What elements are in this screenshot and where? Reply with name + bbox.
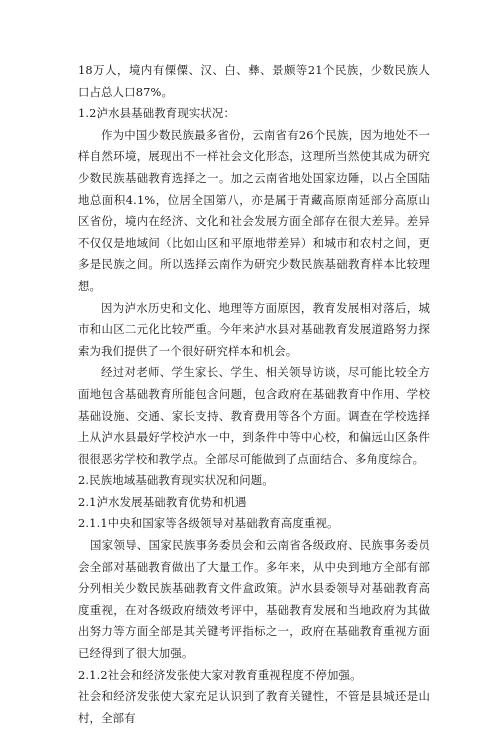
paragraph-population: 18万人，境内有傈僳、汉、白、彝、景颇等21个民族，少数民族人口占总人口87%。 <box>78 63 430 99</box>
section-heading-2: 2.民族地域基础教育现实状况和问题。 <box>78 473 274 488</box>
document-body <box>78 60 430 729</box>
paragraph-social-economic: 社会和经济发张使大家充足认识到了教育关键性，不管是县城还是山村，全部有 <box>78 689 430 725</box>
paragraph-yunnan-overview: 作为中国少数民族最多省份，云南省有26个民族，因为地处不一样自然环境，展现出不一样社会文化形态，这理所当然使其成为研究少数民族基础教育选择之一。加之云南省地处国家边陲，以占全国陆地总面积4.1%，位居全国第八，亦是属于青藏高原南延部分高原山区省份，境内在经济、文化和社会发展方面全部存在很大差异。差异不仅仅是地域间（比如山区和平原地带差异）和城市和农村之间，更多是民族之间。所以选择云南作为研究少数民族基础教育样本比较理想。 <box>78 127 430 293</box>
paragraph-lushui-history: 因为泸水历史和文化、地理等方面原因，教育发展相对落后，城市和山区二元化比较严重。今年来泸水县对基础教育发展道路努力探索为我们提供了一个很好研究样本和机会。 <box>78 300 430 358</box>
paragraph-interviews: 经过对老师、学生家长、学生、相关领导访谈，尽可能比较全方面地包含基础教育所能包含问题，包含政府在基础教育中作用、学校基础设施、交通、家长支持、教育费用等各个方面。调查在学校选择上从泸水县最好学校泸水一中，到条件中等中心校，和偏远山区条件很很恶劣学校和教学点。全部尽可能做到了点面结合、多角度综合。 <box>78 365 430 466</box>
section-heading-2-1: 2.1泸水发展基础教育优势和机遇 <box>78 494 247 509</box>
section-heading-2-1-2: 2.1.2社会和经济发张使大家对教育重视程度不停加强。 <box>78 667 362 682</box>
section-heading-2-1-1: 2.1.1中央和国家等各级领导对基础教育高度重视。 <box>78 516 339 531</box>
paragraph-government-attention: 国家领导、国家民族事务委员会和云南省各级政府、民族事务委员会全部对基础教育做出了大量工作。多年来，从中央到地方全部有部分列相关少数民族基础教育文件盒政策。泸水县委领导对基础教育高度重视，在对各级政府绩效考评中，基础教育发展和当地政府为其做出努力等方面全部是其关键考评指标之一，政府在基础教育重视方面已经得到了很大加强。 <box>78 538 430 661</box>
section-heading-1-2: 1.2泸水县基础教育现实状况： <box>78 106 236 121</box>
